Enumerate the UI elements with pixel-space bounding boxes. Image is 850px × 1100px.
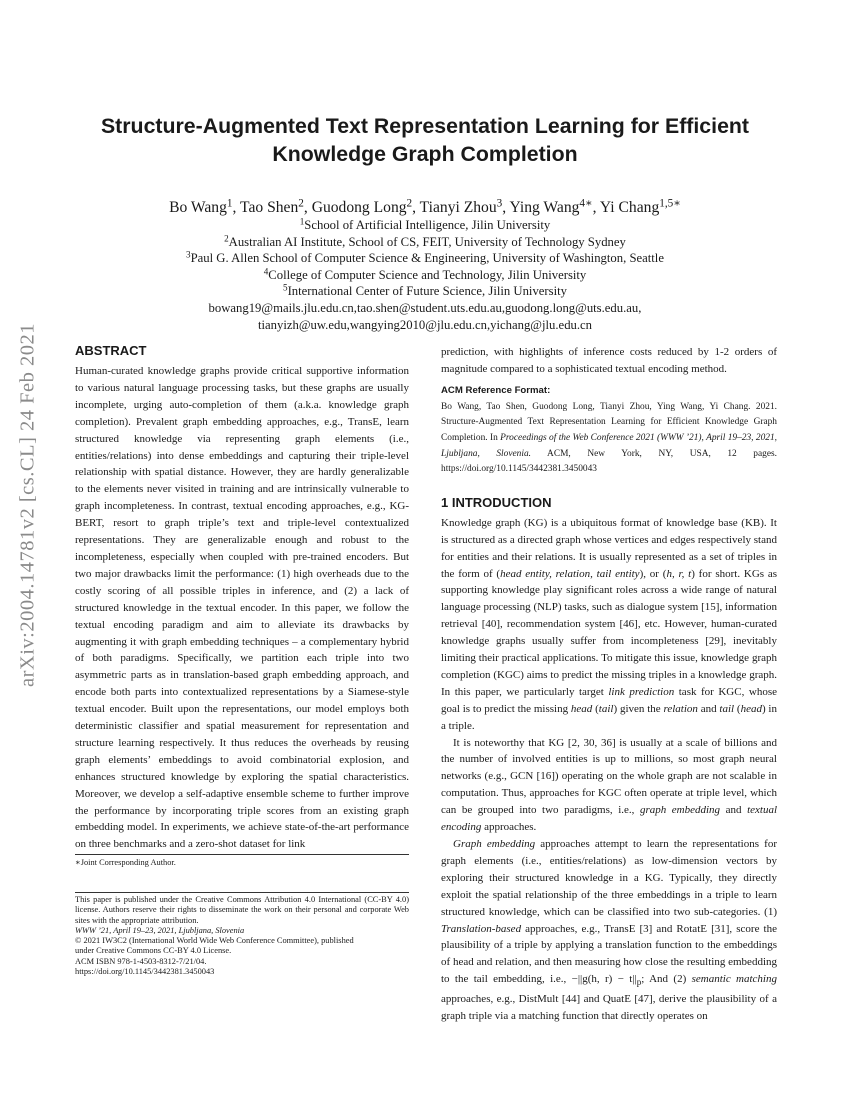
doi-link[interactable]: https://doi.org/10.1145/3442381.3450043 xyxy=(75,967,215,977)
footnote-rule xyxy=(75,854,409,855)
license-text: This paper is published under the Creative Commons Attribution 4.0 International (CC-BY 4.0) license. Authors reserve their rights to disseminate the work on their personal and corporate Web sites with the appropriate attribution. xyxy=(75,895,409,925)
author: Tao Shen$^2$, xyxy=(240,197,312,216)
intro-paragraph-3: Graph embedding approaches attempt to learn the representations for graph elements (i.e., entities/relations) as low-dimension vectors by exploring their structured knowledge in a KG. Typically, they directly exploit the spatial relationship of the three embeddings in a triple to learn structured knowledge, which can be classified into two sub-categories. (1) Translation-based approaches, e.g., TransE [3] and RotatE [31], score the plausibility of a triple by applying a translation function to the embeddings of head and relation, and then measuring how close the resulting embedding to the tail embedding, i.e., −||g(h, $r) - t||_p$; And (2) semantic matching approaches, e.g., DistMult [44] and QuatE [47], derive the plausibility of a graph triple via a matching function that directly operates on xyxy=(441,838,777,1023)
email-line-1: bowang19@mails.jlu.edu.cn,tao.shen@student.uts.edu.au,guodong.long@uts.edu.au, xyxy=(208,300,642,315)
author: Yi Chang$^{1,5∗}$ xyxy=(599,197,681,216)
license-rule xyxy=(75,892,409,893)
copyright-line-1: © 2021 IW3C2 (International World Wide Web Conference Committee), published xyxy=(75,936,354,946)
venue: WWW ’21, April 19–23, 2021, Ljubljana, Slovenia xyxy=(75,925,245,935)
acm-reference-heading: ACM Reference Format: xyxy=(441,384,551,396)
abstract-heading: ABSTRACT xyxy=(75,343,147,358)
affiliation: $^4$College of Computer Science and Technology, Jilin University xyxy=(263,266,587,282)
title-line-2: Knowledge Graph Completion xyxy=(272,142,578,166)
author-list xyxy=(60,198,790,218)
intro-paragraph-2: It is noteworthy that KG [2, 30, 36] is usually at a scale of billions and the number of involved entities is up to millions, so most graph neural networks (e.g., GCN [16]) operating on the whole graph are not scalable in computation. Thus, approaches for KGC often operate at triple level, which can be grouped into two paradigms, i.e., graph embedding and textual encoding approaches. xyxy=(441,736,777,834)
author: Guodong Long$^2$, xyxy=(311,197,420,216)
intro-paragraph-1: Knowledge graph (KG) is a ubiquitous format of knowledge base (KB). It is structured as a directed graph whose vertices and edges respectively stand for entities and their relations. It is usually represented as a set of triples in the form of (head entity, relation, tail entity), or (h, r, t) for short. KGs as supporting knowledge play significant roles across a wide range of natural language processing (NLP) tasks, such as dialogue system [15], information retrieval [40], recommendation system [46], etc. However, human-curated knowledge graphs usually suffer from incompleteness [29], inevitably limiting their practical applications. To mitigate this issue, knowledge graph completion (KGC) aims to predict the missing triples in a knowledge graph. In this paper, we particularly target link prediction task for KGC, whose goal is to predict the missing head (tail) given the relation and tail (head) in a triple. xyxy=(441,516,778,732)
affiliation: $^1$School of Artificial Intelligence, Jilin University xyxy=(299,216,551,232)
author: Bo Wang$^1$, xyxy=(169,197,241,216)
arxiv-stamp xyxy=(3,295,53,715)
abstract-continued: prediction, with highlights of inference costs reduced by 1-2 orders of magnitude compared to a sophisticated textual encoding method. xyxy=(441,346,777,375)
copyright-line-2: under Creative Commons CC-BY 4.0 License. xyxy=(75,946,232,956)
acm-reference-text: Bo Wang, Tao Shen, Guodong Long, Tianyi Zhou, Ying Wang, Yi Chang. 2021. Structure-Augmented Text Representation Learning for Efficient Knowledge Graph Completion. In Proceedings of the Web Conference 2021 (WWW ’21), April 19–23, 2021, Ljubljana, Slovenia. ACM, New York, NY, USA, 12 pages. https://doi.org/10.1145/3442381.3450043 xyxy=(441,401,777,475)
arxiv-stamp-text: arXiv:2004.14781v2 [cs.CL] 24 Feb 2021 xyxy=(16,322,39,688)
left-column xyxy=(75,342,409,853)
author: Tianyi Zhou$^3$, xyxy=(419,197,510,216)
affiliation: $^5$International Center of Future Science, Jilin University xyxy=(283,283,567,299)
isbn: ACM ISBN 978-1-4503-8312-7/21/04. xyxy=(75,956,207,966)
affiliations xyxy=(60,217,790,333)
email-line-2: tianyizh@uw.edu,wangying2010@jlu.edu.cn,yichang@jlu.edu.cn xyxy=(257,317,593,332)
introduction-heading: 1 INTRODUCTION xyxy=(441,494,552,510)
abstract-text: Human-curated knowledge graphs provide critical supportive information to various natural language processing tasks, but these graphs are usually incomplete, urging auto-completion of them (a.k.a. knowledge graph completion). Prevalent graph embedding approaches, e.g., TransE, learn structured knowledge via representing graph elements (i.e., entities/relations) into dense embeddings and capturing their triple-level relationship with spatial distance. However, they are hardly generalizable to the elements never visited in training and are intrinsically vulnerable to graph incompleteness. In contrast, textual encoding approaches, e.g., KG-BERT, resort to graph triple’s text and triple-level contextualized representations. They are generalizable enough and robust to the incompleteness, especially when coupled with pre-trained encoders. But two major drawbacks limit the performance: (1) high overheads due to the costly scoring of all possible triples in inference, and (2) a lack of structured knowledge in the textual encoder. In this paper, we follow the textual encoding paradigm and aim to alleviate its drawbacks by augmenting it with graph embedding techniques – a complementary hybrid of both paradigms. Specifically, we partition each triple into two asymmetric parts as in translation-based graph embedding approach, and encode both parts into contextualized representations by a Siamese-style textual encoder. Built upon the representations, our model employs both deterministic classifier and spatial measurement for representation and structure learning respectively. It thus reduces the overheads by reusing graph elements’ embeddings to avoid combinatorial explosion, and enhances structured knowledge by exploring the spatial characteristics. Moreover, we develop a self-adaptive ensemble scheme to further improve the performance by incorporating triple scores from an existing graph embedding model. In experiments, we achieve state-of-the-art performance on three benchmarks and a zero-shot dataset for link xyxy=(75,365,409,851)
title-line-1: Structure-Augmented Text Representation Learning for Efficient xyxy=(100,114,750,138)
acm-reference xyxy=(441,384,777,478)
affiliation: $^2$Australian AI Institute, School of CS, FEIT, University of Technology Sydney xyxy=(224,233,626,249)
corresponding-author-note: ∗Joint Corresponding Author. xyxy=(75,858,176,867)
paper-title xyxy=(60,112,790,168)
affiliation: $^3$Paul G. Allen School of Computer Science & Engineering, University of Washington, Seattle xyxy=(186,249,664,266)
right-column xyxy=(441,344,777,1025)
author: Ying Wang$^{4∗}$, xyxy=(509,197,600,216)
license-block xyxy=(75,895,409,977)
